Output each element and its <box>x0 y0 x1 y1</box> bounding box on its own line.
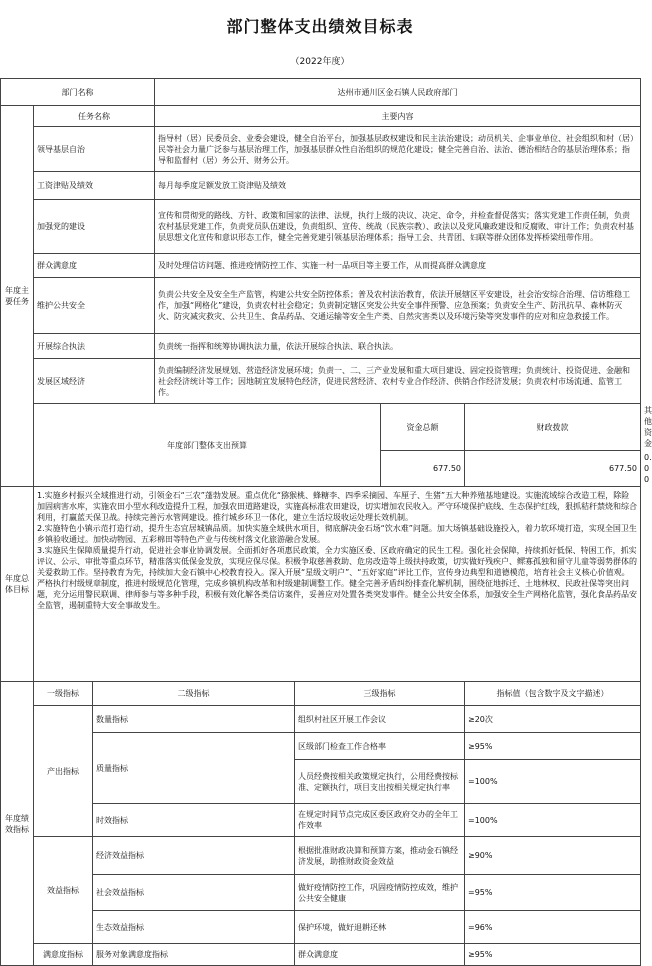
goals-row <box>1 487 641 682</box>
indicator-header-row <box>1 682 641 706</box>
indicator-l2: 经济效益指标 <box>93 837 295 875</box>
task-row <box>1 278 641 334</box>
indicator-value-header: 指标值（包含数字及文字描述） <box>465 682 641 706</box>
task-name: 开展综合执法 <box>34 334 155 359</box>
budget-total-value: 677.50 <box>381 451 465 487</box>
indicator-value: =100% <box>465 760 641 804</box>
indicator-row <box>1 837 641 875</box>
indicator-value: ≥20次 <box>465 706 641 733</box>
task-row <box>1 359 641 404</box>
dept-label: 部门名称 <box>1 79 155 106</box>
goal-item: 3.实施民生保障质量提升行动，促进社会事业协调发展。全面抓好各项惠民政策，全力实施区委、区政府确定的民生工程。强化社会保障，持续抓好低保、特困工作，抓实评议、公示、审批等重点环节，精准落实低保金发放，实现应保尽保。积极争取慈善救助、危房改造等上级扶持政策，切实做好残疾户、鳏寡孤独和留守儿童等弱势群体的关爱救助工作。坚持教育为先，持续加大金石镇中心校教育投入。深入开展“星级文明户”、“五好家庭”评比工作，宣传身边典型和道德模范，培育社会主义核心价值观。严格执行村级规章制度，推进村级规范化管理，完成乡镇机构改革和村级建制调整工作。健全完善矛盾纠纷排查化解机制，围绕征地拆迁、土地林权、民政社保等突出问题，充分运用警民联调、律师参与等多种手段，积极有效化解各类信访案件，妥善应对处置各类突发事件。健全公共安全体系，加强安全生产网格化监管，强化食品药品安全监管，遏制重特大安全事故发生。 <box>37 546 637 610</box>
indicator-row <box>1 804 641 837</box>
task-name: 群众满意度 <box>34 254 155 278</box>
budget-header-row: 年度部门整体支出预算 资金总额 财政拨款 其他资金 <box>1 404 641 451</box>
dept-row <box>1 79 641 106</box>
indicator-l1: 满意度指标 <box>34 944 93 966</box>
budget-label: 年度部门整体支出预算 <box>34 404 381 487</box>
task-content: 每月每季度足额发放工资津贴及绩效 <box>155 172 641 200</box>
task-row <box>1 127 641 172</box>
indicator-value: ≥90% <box>465 837 641 875</box>
indicator-l2: 生态效益指标 <box>93 911 295 944</box>
indicator-l1-header: 一级指标 <box>34 682 93 706</box>
task-name: 加强党的建设 <box>34 200 155 254</box>
indicator-row <box>1 911 641 944</box>
indicator-l2: 质量指标 <box>93 733 295 804</box>
indicator-l1: 产出指标 <box>34 706 93 837</box>
goal-item: 2.实施特色小镇示范打造行动，提升生态宜居城镇品质。加快实施全域供水项目，彻底解决金石场“饮水难”问题。加大场镇基础设施投入，着力软环境打造，实现全国卫生乡镇验收通过。加快动物园、五彩棉田等特色产业与传统村落文化旅游融合发展。 <box>37 524 637 544</box>
task-content: 负责统一指挥和统筹协调执法力量，依法开展综合执法、联合执法。 <box>155 334 641 359</box>
indicator-l3: 人员经费按相关政策规定执行，公用经费按标准、定额执行，项目支出按相关规定执行率 <box>295 760 465 804</box>
indicator-l3: 根据批准财政决算和预算方案，推动金石镇经济发展，助推财政资金效益 <box>295 837 465 875</box>
indicator-value: =100% <box>465 804 641 837</box>
task-row <box>1 200 641 254</box>
budget-fiscal-header: 财政拨款 <box>465 404 641 451</box>
task-row <box>1 334 641 359</box>
indicator-l3-header: 三级指标 <box>295 682 465 706</box>
indicator-l2: 社会效益指标 <box>93 875 295 911</box>
indicator-l3: 做好疫情防控工作，巩固疫情防控成效，维护公共安全健康 <box>295 875 465 911</box>
task-row <box>1 172 641 200</box>
indicator-l3: 群众满意度 <box>295 944 465 966</box>
indicator-l3: 保护环境，做好退耕还林 <box>295 911 465 944</box>
task-row <box>1 254 641 278</box>
task-content: 负责公共安全及安全生产监管，构建公共安全防控体系；普及农村法治教育，依法开展辖区平安建设，社会治安综合治理、信访维稳工作，加强“网格化”建设，负责农村社会稳定；负责制定辖区突发公共安全事件预警、应急预案；负责安全生产、防汛抗旱、森林防灭火、防灾减灾救灾、公共卫生、食品药品、交通运输等安全生产类、自然灾害类以及环境污染等突发事件的应对和应急救援工作。 <box>155 278 641 334</box>
indicators-side-label: 年度绩效指标 <box>1 682 34 966</box>
task-name: 领导基层自治 <box>34 127 155 172</box>
indicator-row <box>1 944 641 966</box>
task-content: 宣传和贯彻党的路线、方针、政策和国家的法律、法规，执行上级的决议、决定、命令，并检查督促落实；落实党建工作责任制，负责农村基层党建工作，负责党员队伍建设，负责组织、宣传、统战（民族宗教）、政法以及党风廉政建设和反腐败、审计工作；负责农村基层思想文化宣传和意识形态工作，健全完善党建引领基层治理体系；指导工会、共青团、妇联等群众团体发挥桥梁纽带作用。 <box>155 200 641 254</box>
indicator-l2-header: 二级指标 <box>93 682 295 706</box>
indicator-value: =96% <box>465 911 641 944</box>
fiscal-year: （2022年度） <box>290 57 350 67</box>
budget-total-header: 资金总额 <box>381 404 465 451</box>
indicator-row <box>1 875 641 911</box>
indicator-row <box>1 733 641 760</box>
goal-item: 1.实施乡村振兴全域推进行动，引领金石“三农”蓬勃发展。重点优化“猕猴桃、蜂糖李、四季采摘园、车厘子、生猪”五大种养殖基地建设。实施流域综合改造工程，除险加固病害水库，实施农田小型水利改造提升工程，加强农田道路建设，实施高标准农田建设，切实增加农民收入。严守环境保护底线、生态保护红线，狠抓秸秆禁烧和综合利用，打赢蓝天保卫战。持续完善污水管网建设。推行城乡环卫一体化，建立生活垃圾收运处理长效机制。 <box>37 491 637 522</box>
indicator-value: ≥95% <box>465 733 641 760</box>
page-title: 部门整体支出绩效目标表 <box>226 17 414 36</box>
task-name: 工资津贴及绩效 <box>34 172 155 200</box>
indicator-l2: 数量指标 <box>93 706 295 733</box>
task-content: 及时处理信访问题、推进疫情防控工作、实施一村一品项目等主要工作，从而提高群众满意度 <box>155 254 641 278</box>
budget-value-row: 677.50 677.50 0.00 <box>1 451 641 487</box>
task-name: 维护公共安全 <box>34 278 155 334</box>
task-name-header: 任务名称 <box>34 106 155 127</box>
dept-value: 达州市通川区金石镇人民政府部门 <box>155 79 641 106</box>
goals-content <box>34 487 641 682</box>
indicator-row <box>1 706 641 733</box>
indicator-l3: 在规定时间节点完成区委区政府交办的全年工作效率 <box>295 804 465 837</box>
indicator-l2: 时效指标 <box>93 804 295 837</box>
task-content-header: 主要内容 <box>155 106 641 127</box>
indicator-l2: 服务对象满意度指标 <box>93 944 295 966</box>
target-table <box>0 78 652 966</box>
indicator-value: ≥95% <box>465 944 641 966</box>
indicator-l1: 效益指标 <box>34 837 93 944</box>
tasks-header-row <box>1 106 641 127</box>
indicator-value: =95% <box>465 875 641 911</box>
indicator-l3: 区级部门检查工作合格率 <box>295 733 465 760</box>
task-content: 负责编制经济发展规划、营造经济发展环境；负责一、二、三产业发展和重大项目建设、固定投资管理；负责统计、投资促进、金融和社会经济统计等工作；因地制宜发展特色经济，促进民营经济、农村专业合作经济、供销合作经济发展；负责农村市场流通、监管工作。 <box>155 359 641 404</box>
tasks-side-label: 年度主要任务 <box>1 106 34 487</box>
goals-side-label: 年度总体目标 <box>1 487 34 682</box>
budget-fiscal-value: 677.50 <box>465 451 641 487</box>
task-name: 发展区域经济 <box>34 359 155 404</box>
task-content: 指导村（居）民委员会、业委会建设，健全自治平台，加强基层政权建设和民主法治建设；动员机关、企事业单位、社会组织和村（居）民等社会力量广泛参与基层治理工作，加强基层群众性自治组织的规范化建设；健全完善自治、法治、德治相结合的基层治理体系；指导和监督村（居）务公开、财务公开。 <box>155 127 641 172</box>
indicator-l3: 组织村社区开展工作会议 <box>295 706 465 733</box>
